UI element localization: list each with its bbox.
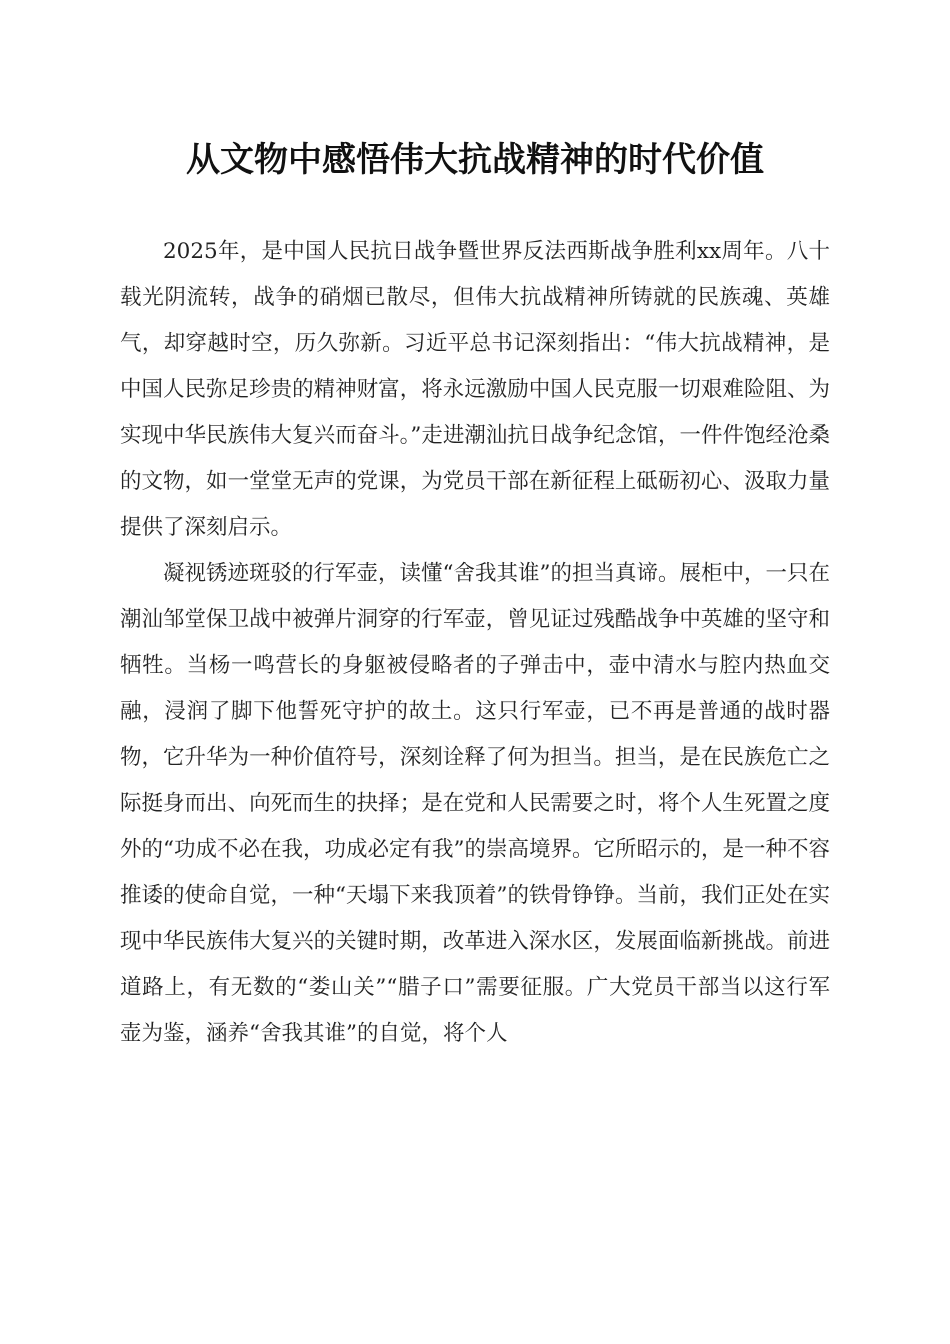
paragraph-2: 凝视锈迹斑驳的行军壶，读懂“舍我其谁”的担当真谛。展柜中，一只在潮汕邹堂保卫战中被弹片洞穿的行军壶，曾见证过残酷战争中英雄的坚守和牺牲。当杨一鸣营长的身躯被侵略者的子弹击中，壶中清水与腔内热血交融，浸润了脚下他誓死守护的故土。这只行军壶，已不再是普通的战时器物，它升华为一种价值符号，深刻诠释了何为担当。担当，是在民族危亡之际挺身而出、向死而生的抉择；是在党和人民需要之时，将个人生死置之度外的“功成不必在我，功成必定有我”的崇高境界。它所昭示的，是一种不容推诿的使命自觉，一种“天塌下来我顶着”的铁骨铮铮。当前，我们正处在实现中华民族伟大复兴的关键时期，改革进入深水区，发展面临新挑战。前进道路上，有无数的“娄山关”“腊子口”需要征服。广大党员干部当以这行军壶为鉴，涵养“舍我其谁”的自觉，将个人: [120, 561, 830, 1046]
document-title: 从文物中感悟伟大抗战精神的时代价值: [186, 140, 764, 180]
document-body: [120, 229, 830, 1057]
paragraph-1: 2025年，是中国人民抗日战争暨世界反法西斯战争胜利xx周年。八十载光阴流转，战争的硝烟已散尽，但伟大抗战精神所铸就的民族魂、英雄气，却穿越时空，历久弥新。习近平总书记深刻指出：“伟大抗战精神，是中国人民弥足珍贵的精神财富，将永远激励中国人民克服一切艰难险阻、为实现中华民族伟大复兴而奋斗。”走进潮汕抗日战争纪念馆，一件件饱经沧桑的文物，如一堂堂无声的党课，为党员干部在新征程上砥砺初心、汲取力量提供了深刻启示。: [120, 239, 830, 540]
